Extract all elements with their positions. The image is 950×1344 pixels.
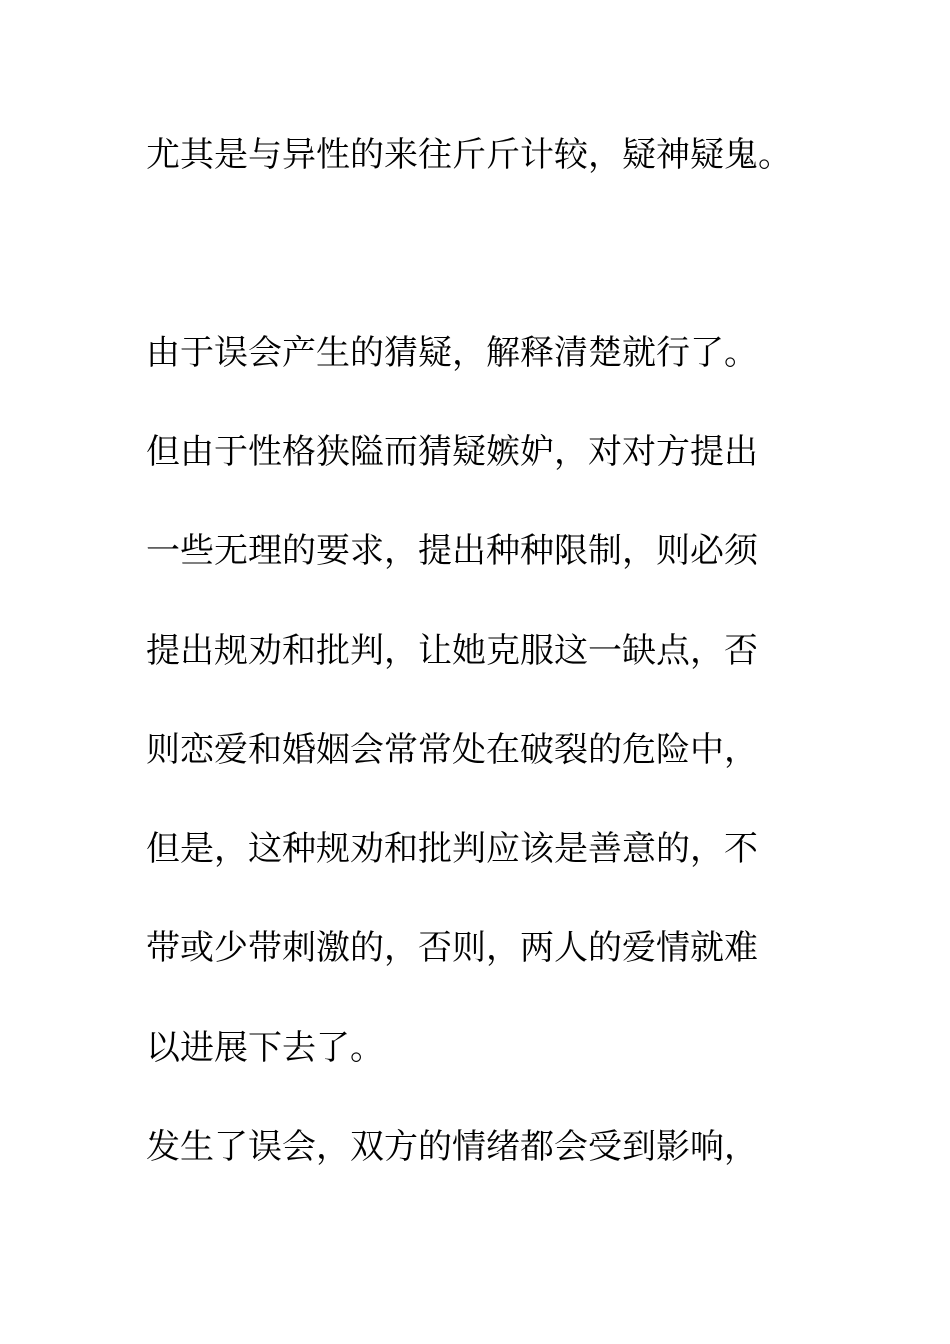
text-line: 但由于性格狭隘而猜疑嫉妒，对对方提出 [146, 432, 758, 472]
text-line: 但是，这种规劝和批判应该是善意的，不 [146, 829, 758, 869]
text-line: 由于误会产生的猜疑，解释清楚就行了。 [146, 333, 758, 373]
text-line: 以进展下去了。 [146, 1028, 384, 1068]
text-line: 带或少带刺激的，否则，两人的爱情就难 [146, 928, 758, 968]
text-line: 一些无理的要求，提出种种限制，则必须 [146, 531, 758, 571]
text-line: 提出规劝和批判，让她克服这一缺点，否 [146, 631, 758, 671]
text-line: 发生了误会，双方的情绪都会受到影响， [146, 1127, 758, 1167]
text-line: 尤其是与异性的来往斤斤计较，疑神疑鬼。 [146, 135, 792, 175]
text-line: 则恋爱和婚姻会常常处在破裂的危险中， [146, 730, 758, 770]
